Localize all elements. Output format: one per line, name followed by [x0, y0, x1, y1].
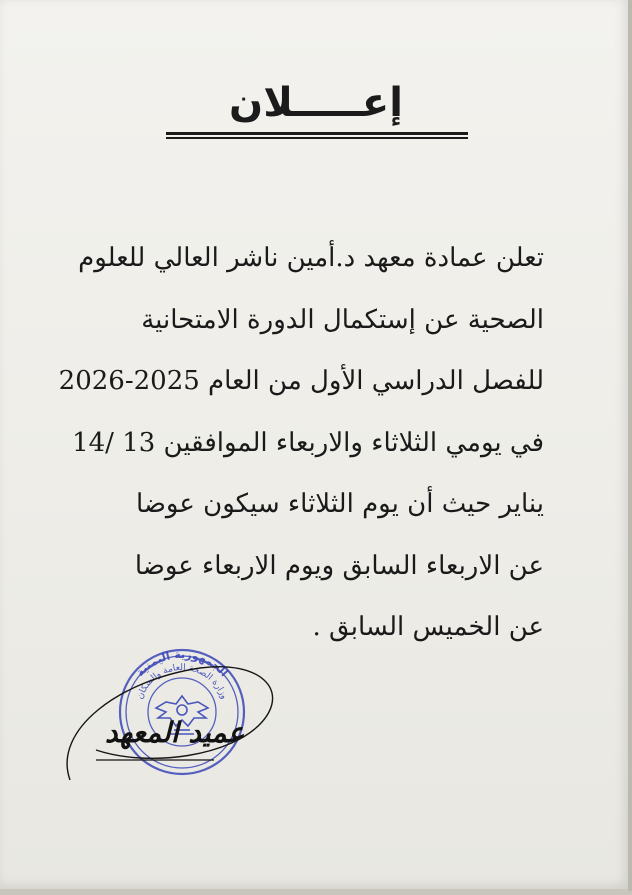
dean-signature: عميد المعهد — [105, 716, 245, 749]
body-line-4: في يومي الثلاثاء والاربعاء الموافقين 13 /14 — [72, 427, 544, 458]
body-line-3: للفصل الدراسي الأول من العام 2025-2026 — [58, 366, 544, 396]
announcement-title: إعـــــلان — [229, 80, 403, 126]
body-line-6: عن الاربعاء السابق ويوم الاربعاء عوضا — [134, 550, 544, 581]
stamp-top-text: الجمهورية اليمنية — [133, 647, 231, 680]
body-line-2: الصحية عن إستكمال الدورة الامتحانية — [141, 304, 544, 335]
body-line-1: تعلن عمادة معهد د.أمين ناشر العالي للعلوم — [78, 243, 544, 273]
stamp-ministry-text: وزارة الصحة العامة والسكان — [135, 662, 229, 701]
body-line-7: عن الخميس السابق . — [312, 612, 544, 642]
body-line-5: يناير حيث أن يوم الثلاثاء سيكون عوضا — [135, 489, 544, 519]
